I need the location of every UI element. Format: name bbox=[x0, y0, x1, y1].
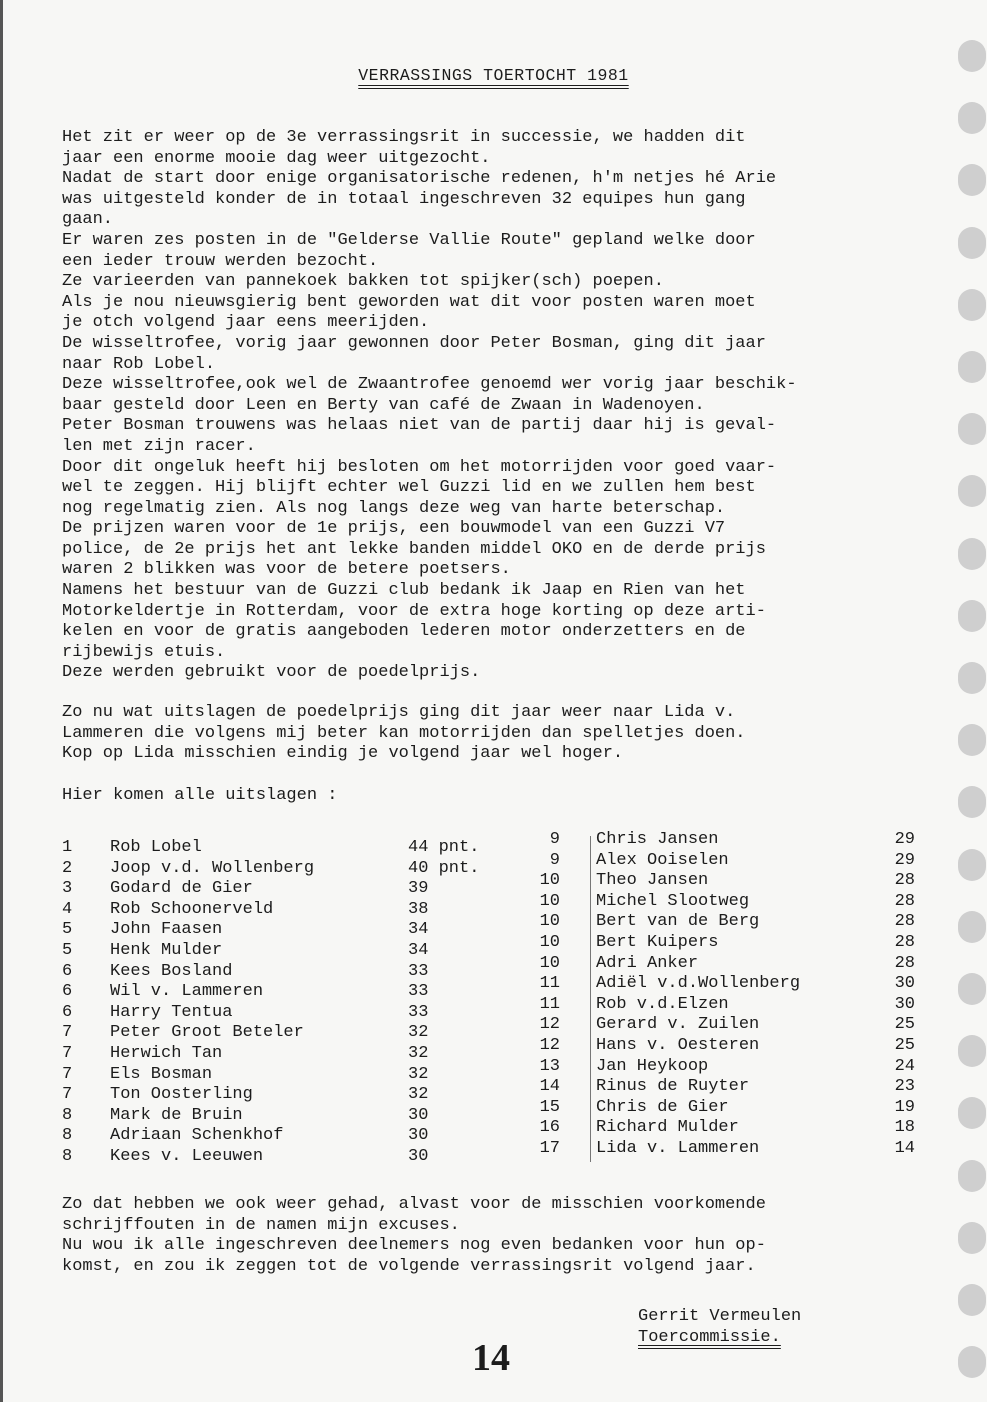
result-name: Ton Oosterling bbox=[110, 1085, 253, 1105]
results-row bbox=[62, 1065, 542, 1086]
binder-hole bbox=[958, 227, 986, 259]
result-score: 28 bbox=[894, 953, 915, 973]
result-name: Kees v. Leeuwen bbox=[110, 1146, 264, 1166]
result-score: 33 bbox=[408, 961, 429, 981]
results-row bbox=[530, 871, 925, 892]
result-name: Chris de Gier bbox=[596, 1097, 729, 1117]
results-row bbox=[530, 1077, 925, 1098]
result-rank: 7 bbox=[62, 1043, 73, 1063]
result-score: 30 bbox=[894, 974, 915, 994]
result-name: Bert van de Berg bbox=[596, 912, 760, 932]
result-name: Peter Groot Beteler bbox=[110, 1023, 304, 1043]
binder-hole bbox=[958, 1222, 986, 1254]
result-name: Joop v.d. Wollenberg bbox=[110, 858, 315, 878]
result-rank: 10 bbox=[539, 912, 560, 932]
binder-hole bbox=[958, 973, 986, 1005]
results-row bbox=[530, 1139, 925, 1160]
result-score: 44 pnt. bbox=[408, 838, 480, 857]
binder-hole bbox=[958, 1346, 986, 1378]
result-rank: 10 bbox=[539, 932, 560, 952]
result-name: Michel Slootweg bbox=[596, 891, 750, 911]
binder-hole bbox=[958, 538, 986, 570]
result-score: 25 bbox=[894, 1015, 915, 1035]
results-row bbox=[62, 941, 542, 962]
results-row bbox=[62, 982, 542, 1003]
results-right-column bbox=[530, 830, 925, 1160]
result-rank: 9 bbox=[549, 850, 560, 870]
result-name: Lida v. Lammeren bbox=[596, 1138, 760, 1158]
result-score: 40 pnt. bbox=[408, 858, 480, 878]
result-rank: 17 bbox=[539, 1138, 560, 1158]
result-rank: 7 bbox=[62, 1085, 73, 1105]
poedelprijs-paragraph: Zo nu wat uitslagen de poedelprijs ging dit jaar weer naar Lida v. Lammeren die volgens mij beter kan motorrijden dan spelletjes doen. Kop op Lida misschien eindig je volgend jaar wel hoger. bbox=[62, 703, 746, 764]
binder-hole bbox=[958, 413, 986, 445]
result-name: Rob Schoonerveld bbox=[110, 899, 274, 919]
results-row bbox=[62, 1106, 542, 1127]
result-rank: 10 bbox=[539, 891, 560, 911]
results-row bbox=[530, 851, 925, 872]
result-name: Wil v. Lammeren bbox=[110, 982, 264, 1002]
binder-hole bbox=[958, 849, 986, 881]
signature-department: Toercommissie. bbox=[638, 1328, 781, 1347]
result-rank: 2 bbox=[62, 858, 73, 878]
result-rank: 11 bbox=[539, 974, 560, 994]
binder-hole bbox=[958, 1284, 986, 1316]
binder-holes bbox=[958, 40, 987, 1400]
results-row bbox=[530, 933, 925, 954]
results-row bbox=[530, 1015, 925, 1036]
intro-paragraph: Het zit er weer op de 3e verrassingsrit in successie, we hadden dit jaar een enorme mooie dag weer uitgezocht. Nadat de start door enige organisatorische redenen, h'm netjes hé Arie was uitgesteld konder de in totaal ingeschreven 32 equipes hun gang gaan. Er waren zes posten in de "Gelderse Vallie Route" gepland welke door een ieder trouw werden bezocht. Ze varieerden van pannekoek bakken tot spijker(sch) poepen. Als je nou nieuwsgierig bent geworden wat dit voor posten waren moet je otch volgend jaar eens meerijden. De wisseltrofee, vorig jaar gewonnen door Peter Bosman, ging dit jaar naar Rob Lobel. Deze wisseltrofee,ook wel de Zwaantrofee genoemd wer vorig jaar beschik- baar gesteld door Leen en Berty van café de Zwaan in Wadenoyen. Peter Bosman trouwens was helaas niet van de partij daar hij is geval- len met zijn racer. Door dit ongeluk heeft hij besloten om het motorrijden voor goed vaar- wel te zeggen. Hij blijft echter wel Guzzi lid en we zullen hem best nog regelmatig zien. Als nog langs deze weg van harte beterschap. De prijzen waren voor de 1e prijs, een bouwmodel van een Guzzi V7 police, de 2e prijs het ant lekke banden middel OKO en de derde prijs waren 2 blikken was voor de betere poetsers. Namens het bestuur van de Guzzi club bedank ik Jaap en Rien van het Motorkeldertje in Rotterdam, voor de extra hoge korting op deze arti- kelen en voor de gratis aangeboden lederen motor onderzetters en de rijbewijs etuis. Deze werden gebruikt voor de poedelprijs. bbox=[62, 128, 797, 683]
result-name: Kees Bosland bbox=[110, 961, 233, 981]
result-score: 30 bbox=[894, 994, 915, 1014]
result-rank: 10 bbox=[539, 871, 560, 891]
result-score: 34 bbox=[408, 940, 429, 960]
result-rank: 14 bbox=[539, 1077, 560, 1097]
binder-hole bbox=[958, 289, 986, 321]
result-rank: 16 bbox=[539, 1118, 560, 1138]
result-score: 24 bbox=[894, 1056, 915, 1076]
results-row bbox=[62, 838, 542, 859]
result-rank: 10 bbox=[539, 953, 560, 973]
results-row bbox=[62, 1003, 542, 1024]
results-row bbox=[530, 995, 925, 1016]
result-name: Harry Tentua bbox=[110, 1002, 233, 1022]
result-name: Els Bosman bbox=[110, 1064, 213, 1084]
result-name: Richard Mulder bbox=[596, 1118, 739, 1138]
result-score: 28 bbox=[894, 912, 915, 932]
result-score: 28 bbox=[894, 932, 915, 952]
result-name: Henk Mulder bbox=[110, 940, 223, 960]
binder-hole bbox=[958, 600, 986, 632]
page-number: 14 bbox=[472, 1337, 510, 1379]
result-rank: 3 bbox=[62, 879, 73, 899]
result-name: Theo Jansen bbox=[596, 871, 709, 891]
result-rank: 5 bbox=[62, 940, 73, 960]
binder-hole bbox=[958, 164, 986, 196]
result-name: Gerard v. Zuilen bbox=[596, 1015, 760, 1035]
result-score: 30 bbox=[408, 1146, 429, 1166]
signature-name: Gerrit Vermeulen bbox=[638, 1307, 802, 1326]
result-name: Rob Lobel bbox=[110, 838, 202, 857]
result-rank: 5 bbox=[62, 920, 73, 940]
result-rank: 12 bbox=[539, 1015, 560, 1035]
result-score: 30 bbox=[408, 1126, 429, 1146]
signature bbox=[638, 1306, 801, 1348]
result-name: Hans v. Oesteren bbox=[596, 1035, 760, 1055]
results-heading: Hier komen alle uitslagen : bbox=[62, 786, 338, 805]
result-rank: 15 bbox=[539, 1097, 560, 1117]
results-row bbox=[62, 1023, 542, 1044]
result-score: 14 bbox=[894, 1138, 915, 1158]
page-edge bbox=[0, 0, 3, 1402]
result-name: Adri Anker bbox=[596, 953, 699, 973]
results-row bbox=[530, 1118, 925, 1139]
results-left-column bbox=[62, 838, 542, 1168]
result-name: Rinus de Ruyter bbox=[596, 1077, 750, 1097]
result-score: 29 bbox=[894, 830, 915, 849]
result-score: 33 bbox=[408, 982, 429, 1002]
result-rank: 1 bbox=[62, 838, 73, 857]
results-row bbox=[62, 859, 542, 880]
result-score: 38 bbox=[408, 899, 429, 919]
page-title: VERRASSINGS TOERTOCHT 1981 bbox=[358, 66, 629, 85]
results-row bbox=[530, 830, 925, 851]
binder-hole bbox=[958, 724, 986, 756]
result-score: 30 bbox=[408, 1105, 429, 1125]
results-row bbox=[530, 954, 925, 975]
result-score: 33 bbox=[408, 1002, 429, 1022]
results-row bbox=[530, 912, 925, 933]
result-rank: 9 bbox=[549, 830, 560, 849]
result-rank: 11 bbox=[539, 994, 560, 1014]
binder-hole bbox=[958, 1160, 986, 1192]
result-name: Adriaan Schenkhof bbox=[110, 1126, 284, 1146]
result-rank: 12 bbox=[539, 1035, 560, 1055]
result-score: 18 bbox=[894, 1118, 915, 1138]
result-rank: 8 bbox=[62, 1126, 73, 1146]
binder-hole bbox=[958, 662, 986, 694]
closing-paragraph: Zo dat hebben we ook weer gehad, alvast voor de misschien voorkomende schrijffouten in de namen mijn excuses. Nu wou ik alle ingeschreven deelnemers nog even bedanken voor hun op- komst, en zou ik zeggen tot de volgende verrassingsrit volgend jaar. bbox=[62, 1195, 766, 1276]
result-score: 32 bbox=[408, 1064, 429, 1084]
result-rank: 6 bbox=[62, 982, 73, 1002]
binder-hole bbox=[958, 475, 986, 507]
result-name: Adiël v.d.Wollenberg bbox=[596, 974, 801, 994]
result-rank: 13 bbox=[539, 1056, 560, 1076]
result-score: 19 bbox=[894, 1097, 915, 1117]
result-score: 39 bbox=[408, 879, 429, 899]
result-score: 25 bbox=[894, 1035, 915, 1055]
result-name: Jan Heykoop bbox=[596, 1056, 709, 1076]
result-score: 32 bbox=[408, 1085, 429, 1105]
results-row bbox=[530, 974, 925, 995]
results-row bbox=[62, 1147, 542, 1168]
result-score: 32 bbox=[408, 1043, 429, 1063]
result-score: 29 bbox=[894, 850, 915, 870]
binder-hole bbox=[958, 1035, 986, 1067]
results-row bbox=[62, 1126, 542, 1147]
result-score: 28 bbox=[894, 871, 915, 891]
results-row bbox=[530, 1057, 925, 1078]
result-name: Herwich Tan bbox=[110, 1043, 223, 1063]
result-rank: 8 bbox=[62, 1146, 73, 1166]
result-score: 34 bbox=[408, 920, 429, 940]
result-name: John Faasen bbox=[110, 920, 223, 940]
result-name: Rob v.d.Elzen bbox=[596, 994, 729, 1014]
result-score: 32 bbox=[408, 1023, 429, 1043]
results-row bbox=[62, 879, 542, 900]
results-row bbox=[62, 900, 542, 921]
result-name: Bert Kuipers bbox=[596, 932, 719, 952]
result-rank: 7 bbox=[62, 1064, 73, 1084]
result-name: Alex Ooiselen bbox=[596, 850, 729, 870]
result-rank: 8 bbox=[62, 1105, 73, 1125]
result-rank: 6 bbox=[62, 961, 73, 981]
result-rank: 7 bbox=[62, 1023, 73, 1043]
results-row bbox=[62, 1044, 542, 1065]
result-score: 28 bbox=[894, 891, 915, 911]
results-row bbox=[530, 892, 925, 913]
result-name: Mark de Bruin bbox=[110, 1105, 243, 1125]
binder-hole bbox=[958, 102, 986, 134]
binder-hole bbox=[958, 351, 986, 383]
results-row bbox=[530, 1098, 925, 1119]
binder-hole bbox=[958, 786, 986, 818]
result-name: Godard de Gier bbox=[110, 879, 253, 899]
result-rank: 6 bbox=[62, 1002, 73, 1022]
result-score: 23 bbox=[894, 1077, 915, 1097]
result-rank: 4 bbox=[62, 899, 73, 919]
results-row bbox=[62, 962, 542, 983]
binder-hole bbox=[958, 911, 986, 943]
binder-hole bbox=[958, 1097, 986, 1129]
results-row bbox=[62, 920, 542, 941]
results-row bbox=[530, 1036, 925, 1057]
results-row bbox=[62, 1085, 542, 1106]
result-name: Chris Jansen bbox=[596, 830, 719, 849]
